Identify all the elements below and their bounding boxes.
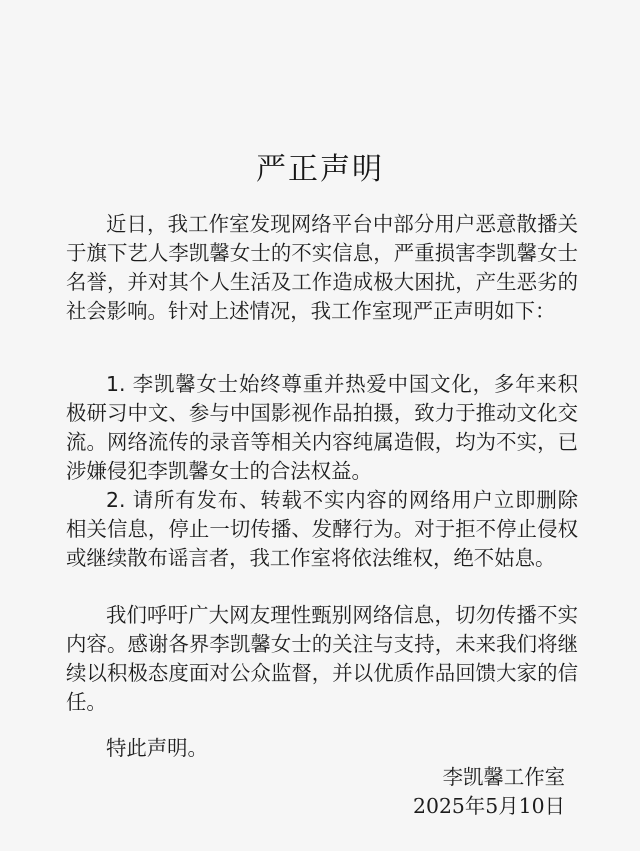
closing-line: 特此声明。 [106, 736, 208, 760]
signature: 李凯馨工作室 [442, 765, 565, 789]
page-title: 严正声明 [256, 152, 384, 187]
statement-item-1: 1. 李凯馨女士始终尊重并热爱中国文化，多年来积极研习中文、参与中国影视作品拍摄，致力于推动文化交流。网络流传的录音等相关内容纯属造假，均为不实，已涉嫌侵犯李凯馨女士的合法权益。 [66, 372, 578, 483]
statement-item-2: 2. 请所有发布、转载不实内容的网络用户立即删除相关信息，停止一切传播、发酵行为。对于拒不停止侵权或继续散布谣言者，我工作室将依法维权，绝不姑息。 [66, 488, 578, 570]
appeal-paragraph: 我们呼吁广大网友理性甄别网络信息，切勿传播不实内容。感谢各界李凯馨女士的关注与支持，未来我们将继续以积极态度面对公众监督，并以优质作品回馈大家的信任。 [66, 603, 578, 714]
intro-paragraph: 近日，我工作室发现网络平台中部分用户恶意散播关于旗下艺人李凯馨女士的不实信息，严重损害李凯馨女士名誉，并对其个人生活及工作造成极大困扰，产生恶劣的社会影响。针对上述情况，我工作室现严正声明如下： [66, 212, 578, 323]
date: 2025年5月10日 [413, 794, 565, 818]
